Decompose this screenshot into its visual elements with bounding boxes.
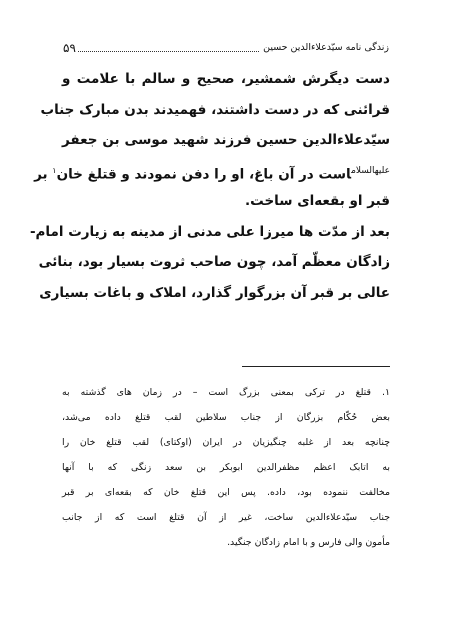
footnote-line: جناب سیّدعلاءالدین ساخت، غیر از آن قتلغ است که از جانب: [62, 512, 390, 523]
footnote-line: چنانچه بعد از غلبه چنگیزیان در ایران (اوکتای) لقب قتلغ خان را: [62, 437, 390, 448]
body-line: قبر او بقعه‌ای ساخت.: [245, 193, 390, 209]
page-number: ۵۹: [63, 41, 76, 55]
running-header-title: زندگی نامه سیّدعلاءالدین حسین: [263, 42, 389, 53]
footnote-line: بعض حُکّام بزرگان از جناب سلاطین لقب قتلغ داده می‌شد،: [62, 412, 390, 423]
footnote-line: به اتابک اعظم مظفرالدین ابوبکر بن سعد زنگی که با آنها: [62, 462, 390, 473]
footnote-line: مخالفت ننموده بود، داده. پس این قتلغ خان که بقعه‌ای بر قبر: [62, 487, 390, 498]
body-line-text: است در آن باغ، او را دفن نمودند و قتلغ خان: [56, 166, 352, 182]
body-line: زادگان معظّم آمد، چون صاحب ثروت بسیار بود، بنائی: [38, 254, 390, 270]
body-line: عالی بر قبر آن بزرگوار گذارد، املاک و باغات بسیاری: [39, 284, 390, 301]
body-line: بعد از مدّت ها میرزا علی مدنی از مدینه به زیارت امام-: [29, 223, 390, 240]
main-body-text: [29, 64, 390, 308]
footnote-reference: ۱: [52, 165, 57, 175]
body-line: سیّدعلاءالدین حسین فرزند شهید موسی بن جعفر: [62, 132, 390, 148]
footnote-separator-rule: [242, 366, 390, 367]
body-line-with-honorific: [34, 156, 390, 187]
body-line: قرائنی که در دست داشتند، فهمیدند بدن مبارک جناب: [40, 101, 390, 118]
running-header: [63, 40, 389, 56]
footnotes: [62, 380, 390, 555]
body-line: دست دیگرش شمشیر، صحیح و سالم با علامت و: [62, 71, 390, 87]
honorific-ligature: علیهالسلام: [351, 165, 390, 176]
header-dot-leader: [78, 51, 259, 52]
body-line-tail: بر: [34, 166, 48, 182]
footnote-line: مأمون والی فارس و با امام زادگان جنگید.: [227, 537, 390, 548]
footnote-line: ۱. قتلغ در ترکی بمعنی بزرگ است – در زمان های گذشته به: [62, 387, 390, 398]
